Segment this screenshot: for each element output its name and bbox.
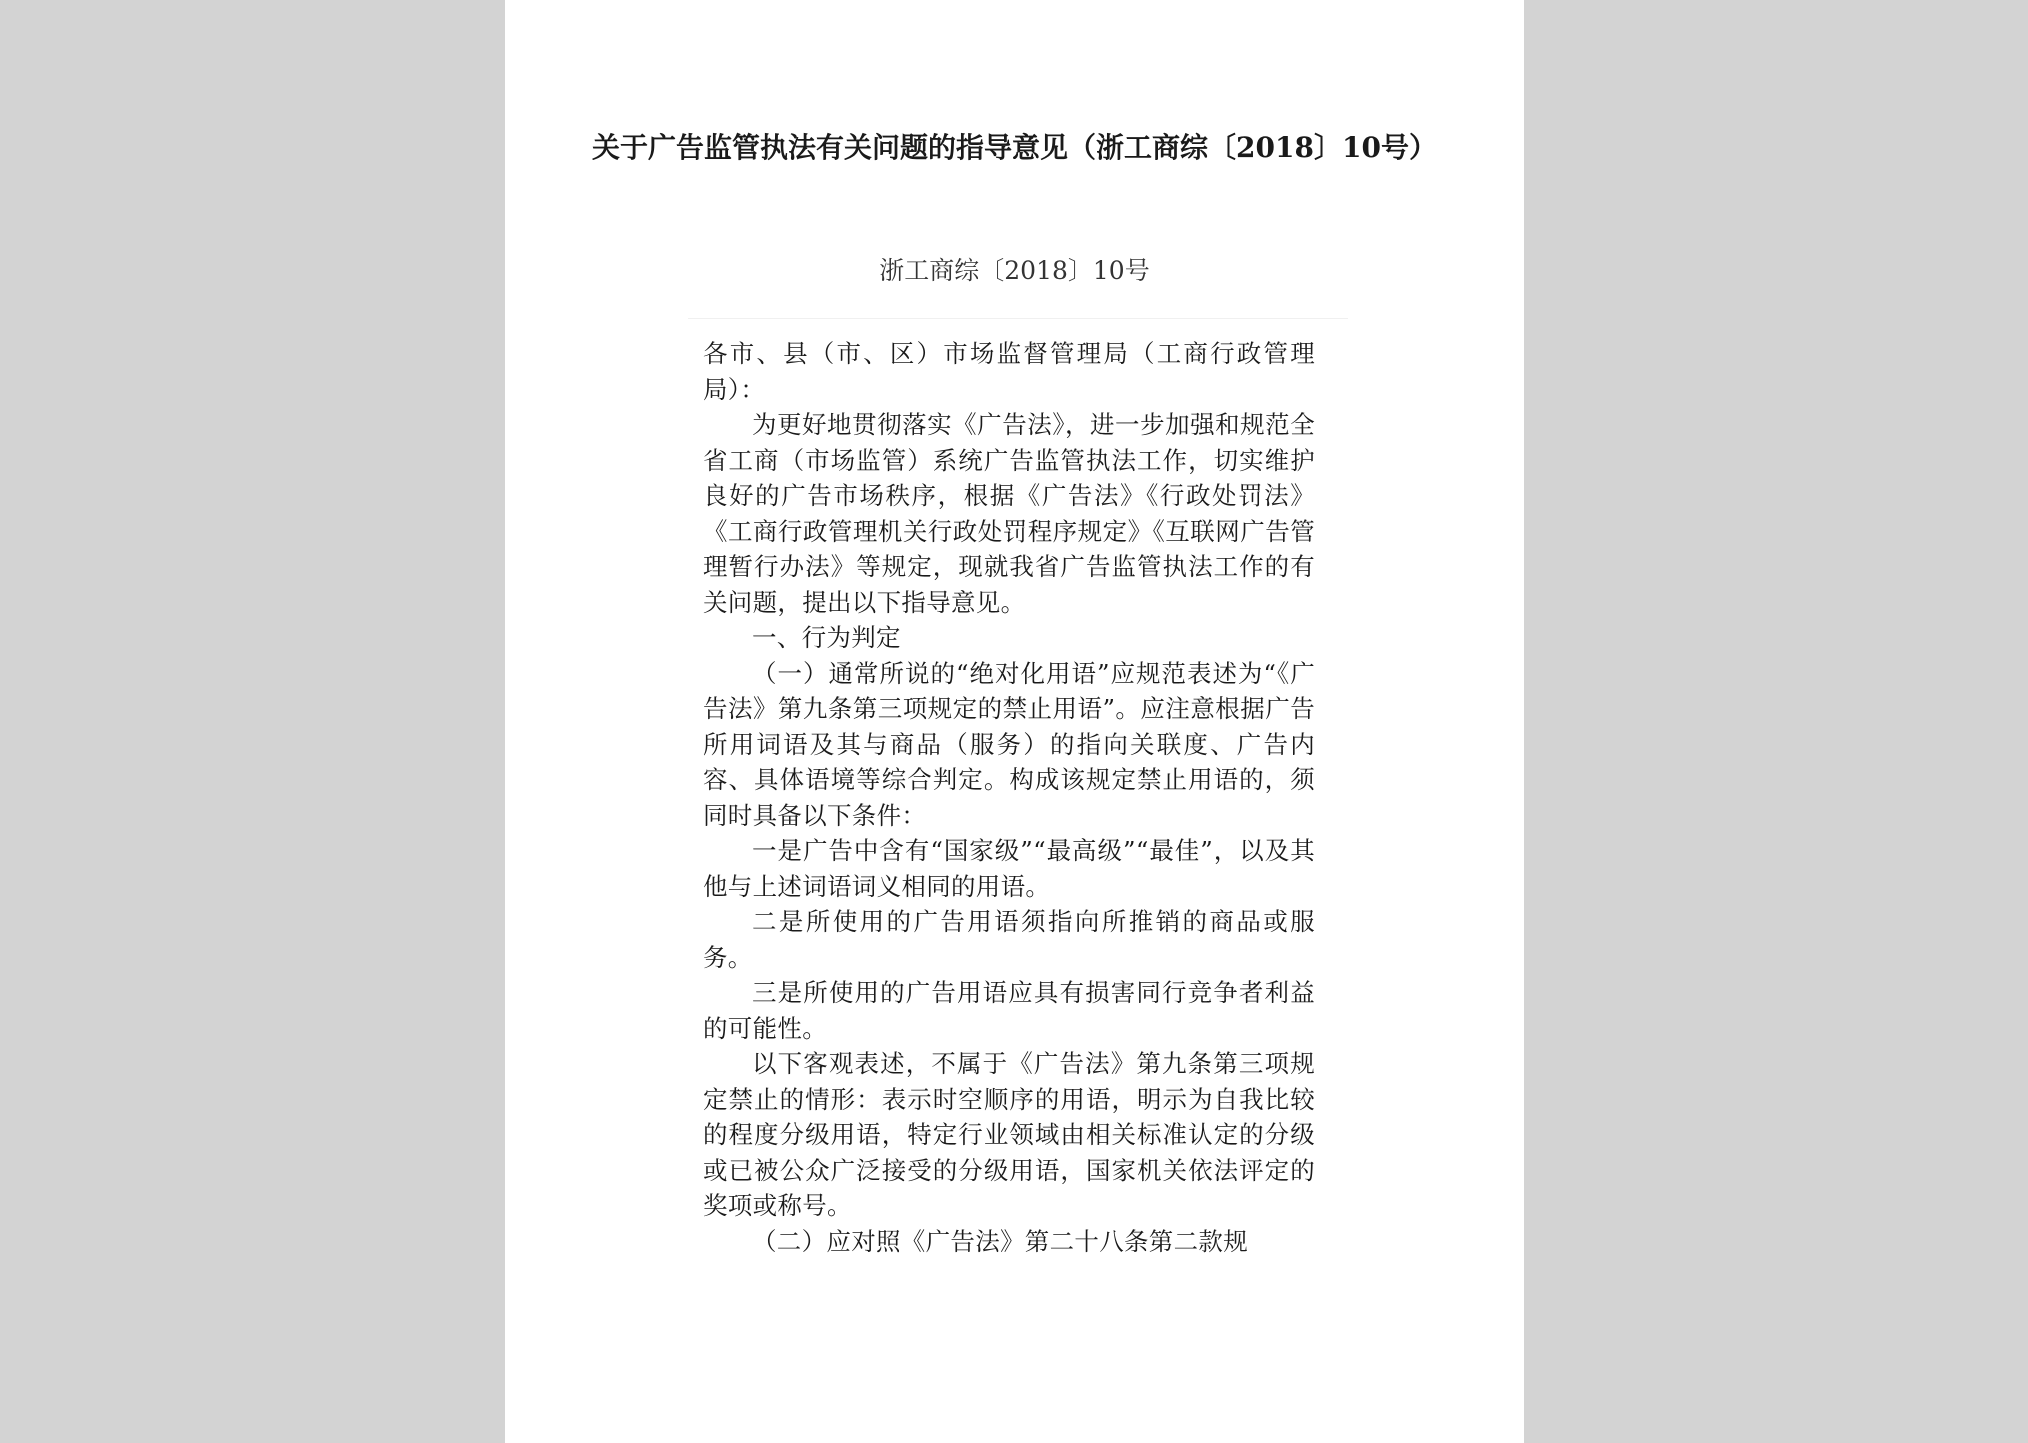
paragraph: 二是所使用的广告用语须指向所推销的商品或服务。 [703,907,1315,972]
paragraph: 为更好地贯彻落实《广告法》，进一步加强和规范全省工商（市场监管）系统广告监管执法工作，切实维护良好的广告市场秩序，根据《广告法》《行政处罚法》《工商行政管理机关行政处罚程序规定》《互联网广告管理暂行办法》等规定，现就我省广告监管执法工作的有关问题，提出以下指导意见。 [703,410,1315,617]
document-page [505,0,1524,1443]
document-title: 关于广告监管执法有关问题的指导意见（浙工商综〔2018〕10号） [592,131,1437,164]
paragraph: 以下客观表述，不属于《广告法》第九条第三项规定禁止的情形：表示时空顺序的用语，明示为自我比较的程度分级用语，特定行业领域由相关标准认定的分级或已被公众广泛接受的分级用语，国家机关依法评定的奖项或称号。 [703,1049,1315,1220]
paragraph: 三是所使用的广告用语应具有损害同行竞争者利益的可能性。 [703,978,1315,1043]
header-divider [688,318,1348,319]
document-number: 浙工商综〔2018〕10号 [879,256,1150,285]
paragraph: 一是广告中含有“国家级”“最高级”“最佳”，以及其他与上述词语词义相同的用语。 [703,836,1315,901]
paragraph: （一）通常所说的“绝对化用语”应规范表述为“《广告法》第九条第三项规定的禁止用语”。应注意根据广告所用词语及其与商品（服务）的指向关联度、广告内容、具体语境等综合判定。构成该规定禁止用语的，须同时具备以下条件： [703,658,1315,830]
document-body [703,336,1315,1259]
paragraph: 各市、县（市、区）市场监督管理局（工商行政管理局）： [703,339,1315,404]
paragraph: 一、行为判定 [752,623,901,652]
paragraph: （二）应对照《广告法》第二十八条第二款规 [752,1226,1248,1256]
